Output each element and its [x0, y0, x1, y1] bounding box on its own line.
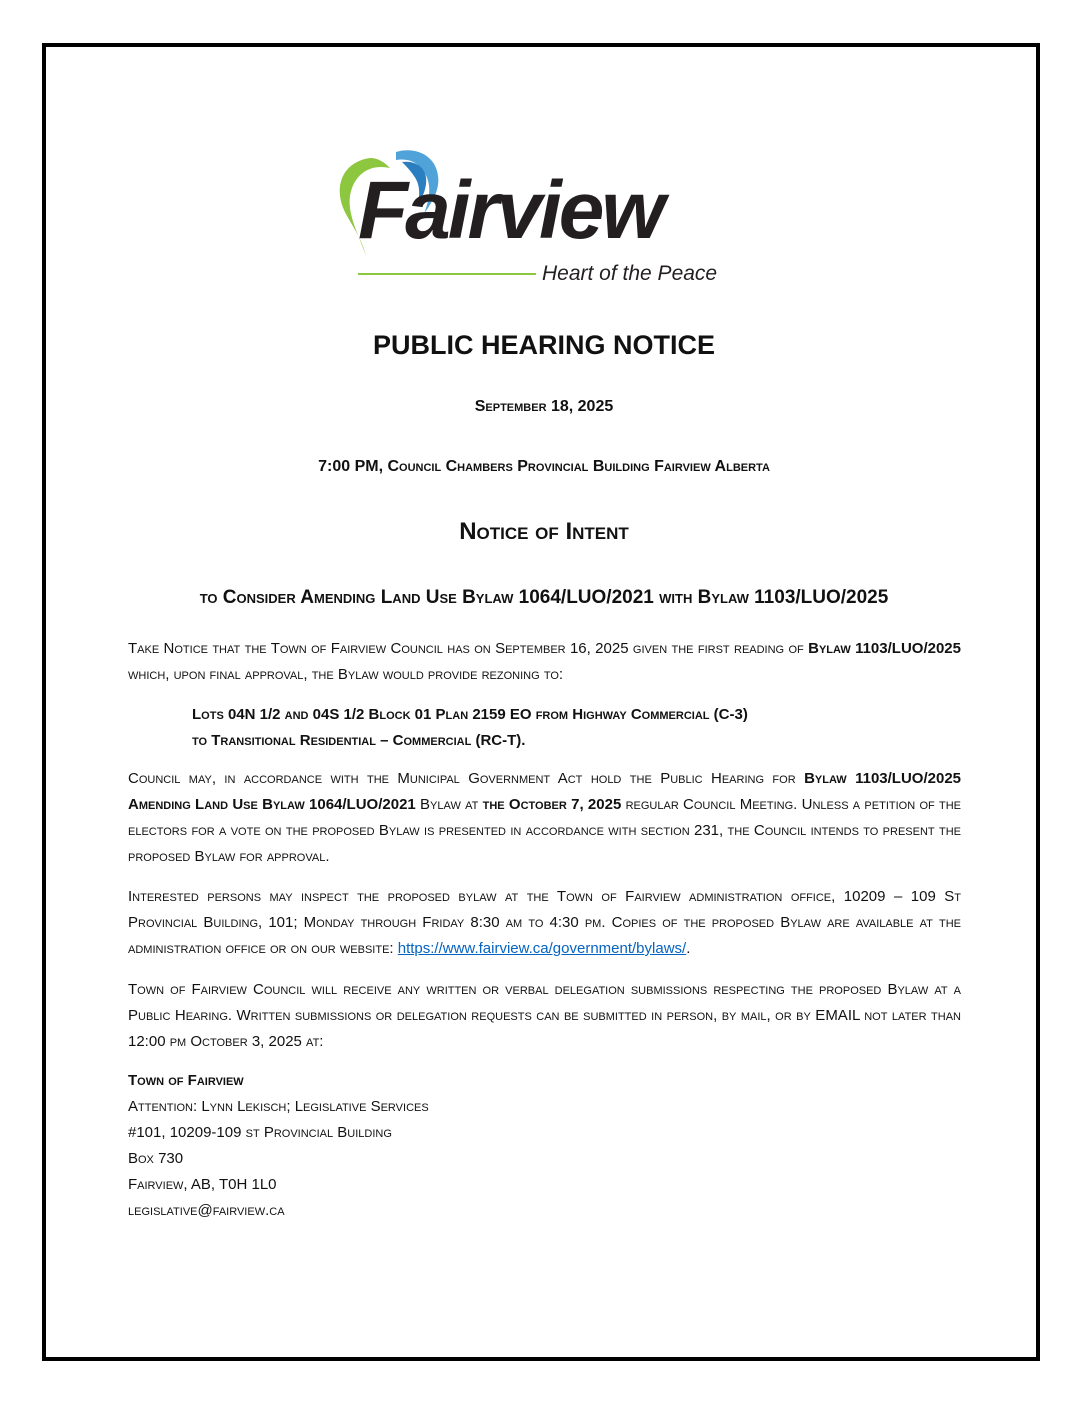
paragraph-text-end: regular Council Meeting. Unless a petition of the electors for a vote on the proposed Bylaw is presented in accordance with section 231, the Council intends to present the proposed Bylaw for approval. [128, 796, 962, 865]
paragraph-council [128, 766, 961, 870]
logo-tagline: Heart of the Peace [542, 262, 718, 285]
bylaws-website-link[interactable]: https://www.fairview.ca/government/bylaws/ [397, 940, 687, 957]
paragraph-text: Interested persons may inspect the proposed bylaw at the Town of Fairview administration office, 10209 – 109 St Provincial Building, 101; Monday through Friday 8:30 am to 4:30 pm. Copies of the proposed Bylaw are available at the administration office or on our website: [128, 888, 961, 957]
address-street: #101, 10209-109 st Provincial Building [128, 1124, 392, 1141]
address-email: legislative@fairview.ca [128, 1202, 285, 1219]
meeting-date: the October 7, 2025 [482, 796, 622, 813]
paragraph-text: Take Notice that the Town of Fairview Council has on September 16, 2025 given the first reading of [128, 640, 809, 657]
paragraph-inspection [128, 884, 961, 962]
rezoning-line-from: Lots 04N 1/2 and 04S 1/2 Block 01 Plan 2159 EO from Highway Commercial (C-3) [192, 706, 748, 723]
notice-heading: Notice of Intent [459, 518, 629, 545]
rezoning-details [192, 702, 748, 754]
paragraph-text-end: . [686, 940, 691, 957]
fairview-logo [332, 148, 762, 292]
paragraph-text: Council may, in accordance with the Municipal Government Act hold the Public Hearing for [128, 770, 805, 787]
page-title: PUBLIC HEARING NOTICE [372, 330, 715, 360]
hearing-date: September 18, 2025 [474, 398, 614, 415]
address-box: Box 730 [128, 1150, 184, 1167]
hearing-time-location: 7:00 PM, Council Chambers Provincial Building Fairview Alberta [318, 458, 770, 475]
bylaw-reference: Bylaw 1103/LUO/2025 Amending Land Use Bylaw 1064/LUO/2021 [128, 770, 962, 813]
logo-wordmark: Fairview [358, 165, 663, 256]
paragraph-text-end: which, upon final approval, the Bylaw would provide rezoning to: [128, 666, 564, 683]
paragraph-notice [128, 636, 961, 688]
notice-subtitle: to Consider Amending Land Use Bylaw 1064/LUO/2021 with Bylaw 1103/LUO/2025 [199, 587, 889, 608]
paragraph-text-mid: Bylaw at [415, 796, 483, 813]
bylaw-reference: Bylaw 1103/LUO/2025 [808, 640, 961, 657]
address-org: Town of Fairview [128, 1072, 244, 1089]
address-city: Fairview, AB, T0H 1L0 [128, 1176, 277, 1193]
address-attention: Attention: Lynn Lekisch; Legislative Services [128, 1098, 429, 1115]
contact-address [128, 1068, 429, 1224]
paragraph-text: Town of Fairview Council will receive any written or verbal delegation submissions respecting the proposed Bylaw at a Public Hearing. Written submissions or delegation requests can be submitted in person, by mail, or by EMAIL not later than 12:00 pm October 3, 2025 at: [128, 981, 961, 1050]
paragraph-submissions [128, 977, 961, 1055]
rezoning-line-to: to Transitional Residential – Commercial (RC-T). [192, 732, 526, 749]
